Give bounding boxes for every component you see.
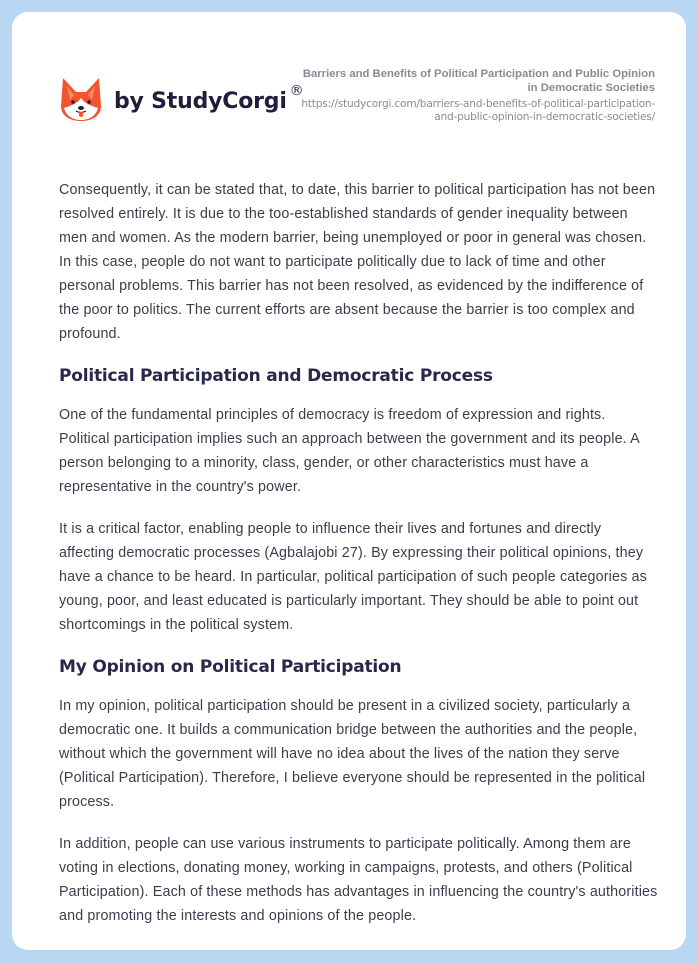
paragraph-barrier-unresolved: Consequently, it can be stated that, to date, this barrier to political participation has not been resolved entirely. It is due to the too-established standards of gender inequality between men and women. As the modern barrier, being unemployed or poor in general was chosen. In this case, people do not want to participate politically due to lack of time and other personal problems. This barrier has not been resolved, as evidenced by the indifference of the poor to politics. The current efforts are absent because the barrier is too complex and profound. (59, 182, 656, 342)
heading-my-opinion: My Opinion on Political Participation (59, 657, 402, 677)
document-body (59, 178, 659, 946)
document-title: Barriers and Benefits of Political Participation and Public Opinion in Democratic Societies (302, 68, 655, 94)
registered-mark: ® (289, 82, 304, 99)
paragraph-critical-factor: It is a critical factor, enabling people to influence their lives and fortunes and directly affecting democratic processes (Agbalajobi 27). By expressing their political opinions, they have a chance to be heard. In particular, political participation of such people categories as young, poor, and least educated is particularly important. They should be able to point out shortcomings in the political system. (59, 521, 647, 633)
paragraph-my-opinion: In my opinion, political participation should be present in a civilized society, particularly a democratic one. It builds a communication bridge between the authorities and the people, without which the government will have no idea about the lives of the nation they serve (Political Participation). Therefore, I believe everyone should be represented in the political process. (59, 698, 646, 810)
paragraph-instruments: In addition, people can use various instruments to participate politically. Among them are voting in elections, donating money, working in campaigns, protests, and others (Political Participation). Each of these methods has advantages in influencing the country's authorities and promoting the interests and opinions of the people. (59, 836, 658, 924)
document-meta (295, 67, 655, 124)
paragraph-fundamental-principles: One of the fundamental principles of democracy is freedom of expression and rights. Political participation implies such an approach between the government and its people. A person belonging to a minority, class, gender, or other characteristics must have a representative in the country's power. (59, 407, 640, 495)
studycorgi-logo[interactable] (60, 76, 303, 122)
heading-political-participation-democratic-process: Political Participation and Democratic Process (59, 366, 493, 386)
document-url[interactable]: https://studycorgi.com/barriers-and-benefits-of-political-participation-and-public-opinion-in-democratic-societies/ (301, 98, 655, 123)
logo-text: by StudyCorgi ® (114, 82, 304, 114)
document-header (12, 12, 686, 162)
document-card (12, 12, 686, 950)
corgi-logo-icon (60, 76, 102, 122)
